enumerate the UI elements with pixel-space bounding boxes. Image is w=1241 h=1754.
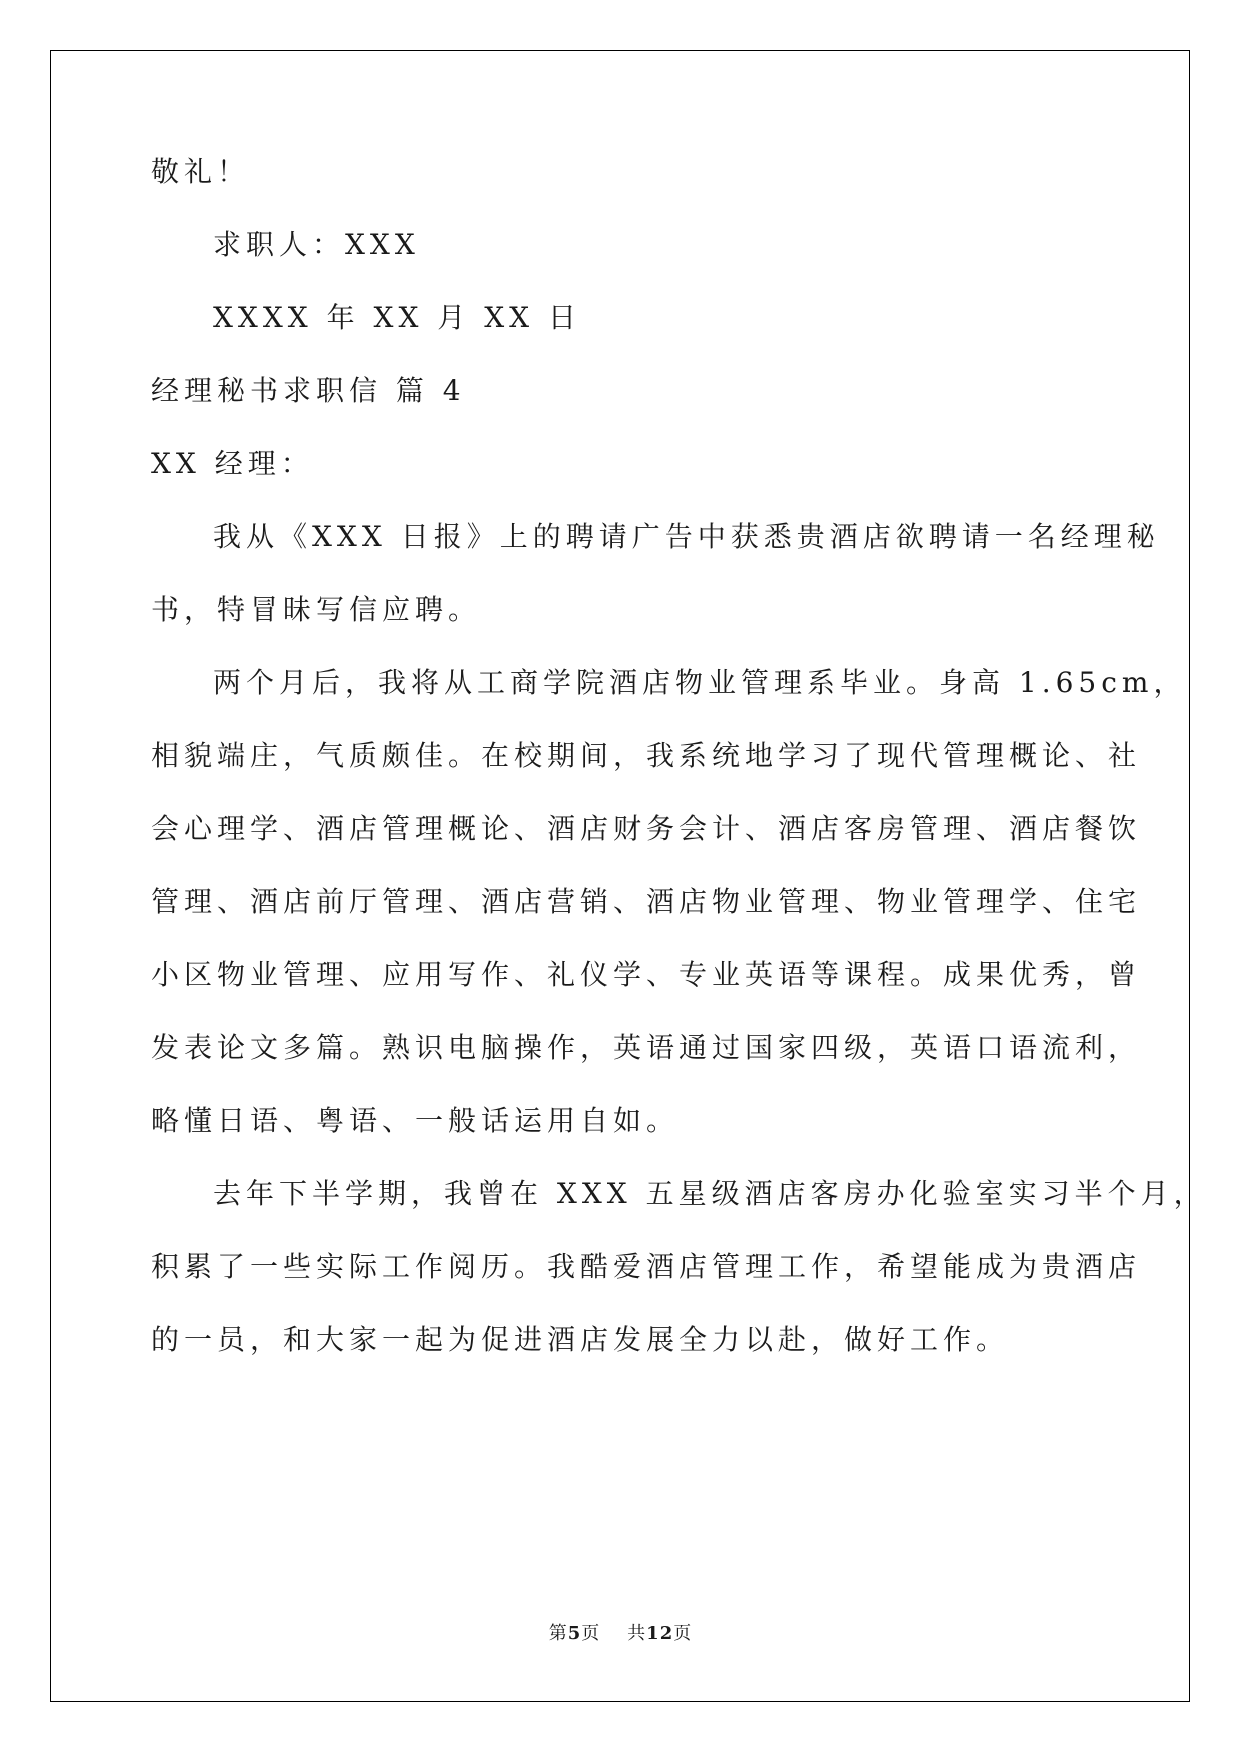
paragraph-line: 小区物业管理、应用写作、礼仪学、专业英语等课程。成果优秀，曾 <box>151 958 1142 991</box>
applicant-signature: 求职人：XXX <box>213 228 420 261</box>
paragraph-line: 相貌端庄，气质颇佳。在校期间，我系统地学习了现代管理概论、社 <box>151 739 1142 772</box>
page-suffix: 页 <box>581 1623 601 1644</box>
paragraph-line: 去年下半学期，我曾在 XXX 五星级酒店客房办化验室实习半个月， <box>213 1177 1207 1210</box>
paragraph-line: 积累了一些实际工作阅历。我酷爱酒店管理工作，希望能成为贵酒店 <box>151 1250 1142 1283</box>
letter-greeting: XX 经理： <box>151 447 314 480</box>
paragraph-line: 发表论文多篇。熟识电脑操作，英语通过国家四级，英语口语流利， <box>151 1031 1142 1064</box>
paragraph-line: 会心理学、酒店管理概论、酒店财务会计、酒店客房管理、酒店餐饮 <box>151 812 1142 845</box>
total-prefix: 共 <box>627 1623 647 1644</box>
total-suffix: 页 <box>673 1623 693 1644</box>
paragraph-line: 我从《XXX 日报》上的聘请广告中获悉贵酒店欲聘请一名经理秘 <box>213 520 1160 553</box>
paragraph-line: 的一员，和大家一起为促进酒店发展全力以赴，做好工作。 <box>151 1323 1010 1356</box>
total-pages: 12 <box>646 1623 674 1644</box>
paragraph-line: 略懂日语、粤语、一般话运用自如。 <box>151 1104 680 1137</box>
section-heading: 经理秘书求职信 篇 4 <box>151 374 466 407</box>
paragraph-line: 书，特冒昧写信应聘。 <box>151 593 482 626</box>
paragraph-line: 两个月后，我将从工商学院酒店物业管理系毕业。身高 1.65cm， <box>213 666 1187 699</box>
paragraph-line: 管理、酒店前厅管理、酒店营销、酒店物业管理、物业管理学、住宅 <box>151 885 1142 918</box>
page-number: 5 <box>567 1623 582 1644</box>
page-prefix: 第 <box>548 1623 568 1644</box>
letter-date: XXXX 年 XX 月 XX 日 <box>213 301 581 334</box>
closing-salutation: 敬礼！ <box>151 155 251 188</box>
page-footer <box>0 1622 1241 1646</box>
